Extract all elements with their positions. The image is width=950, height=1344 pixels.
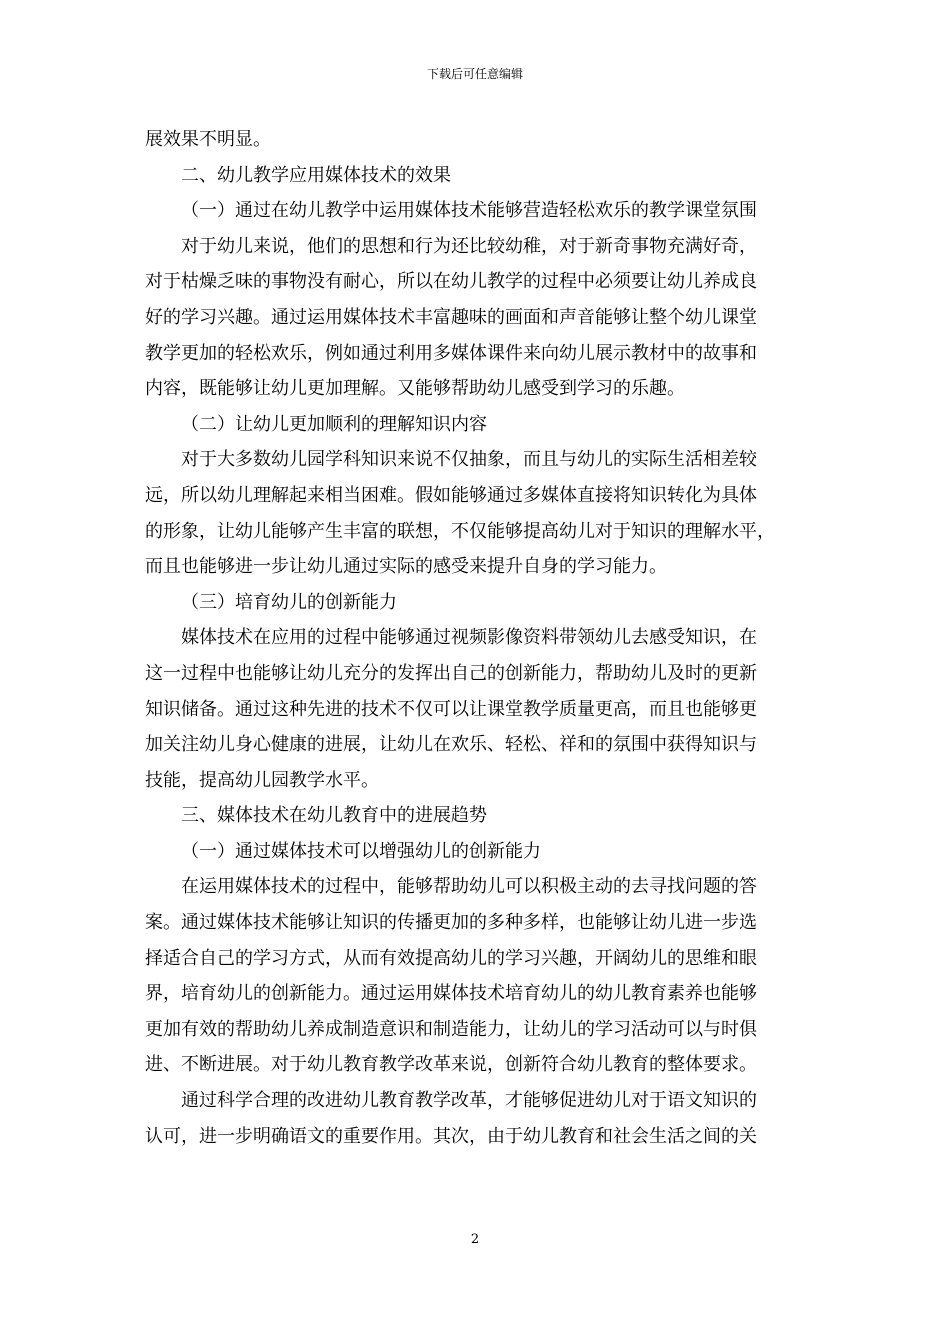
subsection-heading: （二）让幼儿更加顺利的理解知识内容	[181, 413, 487, 435]
section-heading: 三、媒体技术在幼儿教育中的进展趋势	[181, 805, 487, 827]
text-line: 媒体技术在应用的过程中能够通过视频影像资料带领幼儿去感受知识，在	[181, 627, 757, 649]
text-line: 界，培育幼儿的创新能力。通过运用媒体技术培育幼儿的幼儿教育素养也能够	[145, 983, 757, 1005]
text-line: 在运用媒体技术的过程中，能够帮助幼儿可以积极主动的去寻找问题的答	[181, 876, 757, 898]
section-heading: 二、幼儿教学应用媒体技术的效果	[181, 164, 451, 186]
text-line: 而且也能够进一步让幼儿通过实际的感受来提升自身的学习能力。	[145, 556, 667, 578]
text-line: 择适合自己的学习方式，从而有效提高幼儿的学习兴趣，开阔幼儿的思维和眼	[145, 947, 757, 969]
text-line: 技能，提高幼儿园教学水平。	[145, 769, 379, 791]
text-line: 对于大多数幼儿园学科知识来说不仅抽象，而且与幼儿的实际生活相差较	[181, 449, 757, 471]
page-number: 2	[470, 1232, 480, 1247]
text-line: 知识储备。通过这种先进的技术不仅可以让课堂教学质量更高，而且也能够更	[145, 698, 757, 720]
subsection-heading: （一）通过媒体技术可以增强幼儿的创新能力	[181, 840, 541, 862]
text-line: 通过科学合理的改进幼儿教育教学改革，才能够促进幼儿对于语文知识的	[181, 1090, 757, 1112]
text-line: 这一过程中也能够让幼儿充分的发挥出自己的创新能力，帮助幼儿及时的更新	[145, 662, 757, 684]
page-header: 下载后可任意编辑	[426, 67, 523, 81]
text-line: 内容，既能够让幼儿更加理解。又能够帮助幼儿感受到学习的乐趣。	[145, 378, 685, 400]
text-line: 加关注幼儿身心健康的进展，让幼儿在欢乐、轻松、祥和的氛围中获得知识与	[145, 734, 757, 756]
document-body	[145, 122, 815, 1154]
text-line: 展效果不明显。	[145, 129, 271, 150]
text-line: 案。通过媒体技术能够让知识的传播更加的多种多样，也能够让幼儿进一步选	[145, 912, 757, 934]
subsection-heading: （三）培育幼儿的创新能力	[181, 591, 397, 613]
text-line: 远，所以幼儿理解起来相当困难。假如能够通过多媒体直接将知识转化为具体	[145, 484, 757, 506]
text-line: 进、不断进展。对于幼儿教育教学改革来说，创新符合幼儿教育的整体要求。	[145, 1054, 757, 1076]
text-line: 更加有效的帮助幼儿养成制造意识和制造能力，让幼儿的学习活动可以与时俱	[145, 1018, 757, 1040]
text-line: 对于幼儿来说，他们的思想和行为还比较幼稚，对于新奇事物充满好奇，	[181, 235, 757, 257]
text-line: 好的学习兴趣。通过运用媒体技术丰富趣味的画面和声音能够让整个幼儿课堂	[145, 306, 757, 328]
subsection-heading: （一）通过在幼儿教学中运用媒体技术能够营造轻松欢乐的教学课堂氛围	[181, 200, 757, 222]
text-line: 教学更加的轻松欢乐，例如通过利用多媒体课件来向幼儿展示教材中的故事和	[145, 342, 757, 364]
text-line: 的形象，让幼儿能够产生丰富的联想，不仅能够提高幼儿对于知识的理解水平，	[145, 520, 775, 542]
text-line: 对于枯燥乏味的事物没有耐心，所以在幼儿教学的过程中必须要让幼儿养成良	[145, 271, 757, 293]
text-line: 认可，进一步明确语文的重要作用。其次，由于幼儿教育和社会生活之间的关	[145, 1125, 757, 1147]
